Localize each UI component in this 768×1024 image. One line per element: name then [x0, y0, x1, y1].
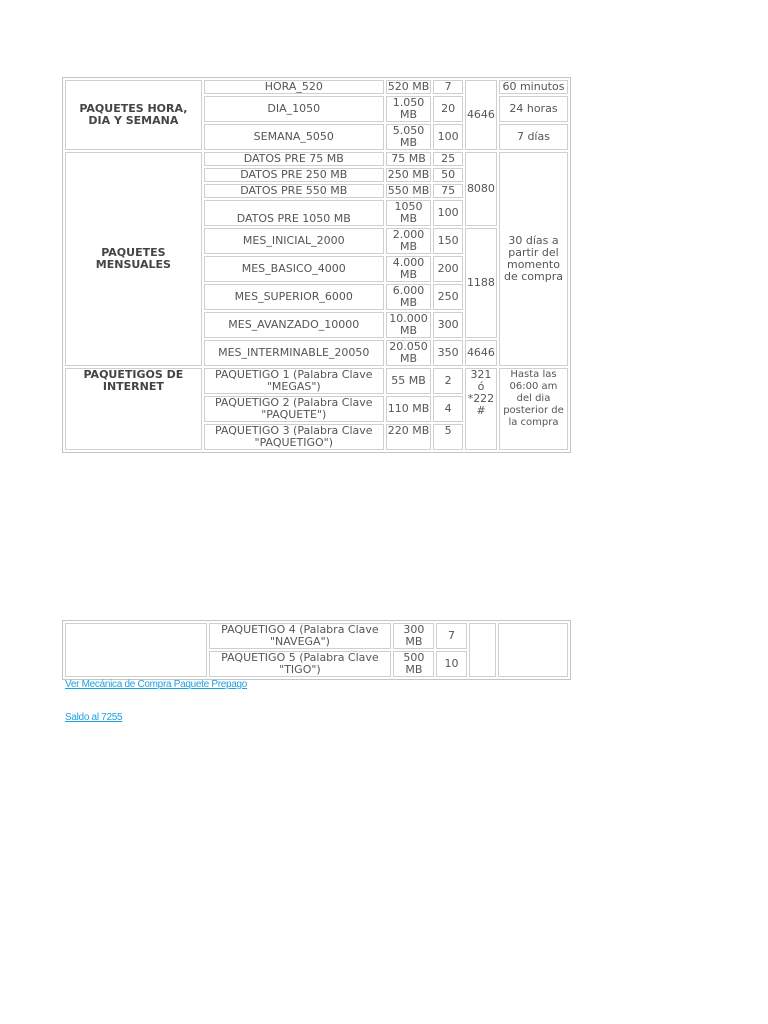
package-price: 350 — [433, 340, 463, 366]
short-code: 4646 — [465, 80, 497, 150]
packages-table — [62, 77, 571, 453]
table-row — [65, 80, 568, 94]
table-row — [65, 368, 568, 394]
package-price: 50 — [433, 168, 463, 182]
package-name: MES_INTERMINABLE_20050 — [204, 340, 384, 366]
package-name: PAQUETIGO 2 (Palabra Clave "PAQUETE") — [204, 396, 384, 422]
empty-validity-cell — [498, 623, 568, 677]
package-name: PAQUETIGO 3 (Palabra Clave "PAQUETIGO") — [204, 424, 384, 450]
category-mensuales: PAQUETES MENSUALES — [65, 152, 202, 366]
package-validity: 30 días a partir del momento de compra — [499, 152, 568, 366]
category-paquetigos: PAQUETIGOS DE INTERNET — [65, 368, 202, 450]
packages-table-continued — [62, 620, 571, 680]
short-code: 4646 — [465, 340, 497, 366]
package-data: 220 MB — [386, 424, 432, 450]
package-name: MES_AVANZADO_10000 — [204, 312, 384, 338]
package-data: 2.000 MB — [386, 228, 432, 254]
package-data: 5.050 MB — [386, 124, 432, 150]
package-data: 20.050 MB — [386, 340, 432, 366]
package-name: DIA_1050 — [204, 96, 384, 122]
short-code: 1188 — [465, 228, 497, 338]
package-price: 250 — [433, 284, 463, 310]
package-data: 300 MB — [393, 623, 434, 649]
package-price: 100 — [433, 200, 463, 226]
package-price: 7 — [433, 80, 463, 94]
package-name: HORA_520 — [204, 80, 384, 94]
table-row — [65, 152, 568, 166]
package-name: MES_SUPERIOR_6000 — [204, 284, 384, 310]
mecanica-compra-link[interactable]: Ver Mecánica de Compra Paquete Prepago — [65, 679, 248, 690]
package-data: 1.050 MB — [386, 96, 432, 122]
package-price: 150 — [433, 228, 463, 254]
package-price: 300 — [433, 312, 463, 338]
package-name: MES_BASICO_4000 — [204, 256, 384, 282]
package-price: 7 — [436, 623, 466, 649]
package-data: 6.000 MB — [386, 284, 432, 310]
package-name: PAQUETIGO 5 (Palabra Clave "TIGO") — [209, 651, 392, 677]
package-price: 10 — [436, 651, 466, 677]
package-data: 75 MB — [386, 152, 432, 166]
package-name: PAQUETIGO 4 (Palabra Clave "NAVEGA") — [209, 623, 392, 649]
package-name: MES_INICIAL_2000 — [204, 228, 384, 254]
package-data: 10.000 MB — [386, 312, 432, 338]
package-data: 4.000 MB — [386, 256, 432, 282]
package-data: 110 MB — [386, 396, 432, 422]
package-name: DATOS PRE 1050 MB — [204, 200, 384, 226]
package-price: 4 — [433, 396, 463, 422]
package-price: 100 — [433, 124, 463, 150]
package-validity: 24 horas — [499, 96, 568, 122]
empty-category-cell — [65, 623, 207, 677]
package-validity: Hasta las 06:00 am del dia posterior de la compra — [499, 368, 568, 450]
package-price: 25 — [433, 152, 463, 166]
package-name: PAQUETIGO 1 (Palabra Clave "MEGAS") — [204, 368, 384, 394]
short-code: 8080 — [465, 152, 497, 226]
package-data: 500 MB — [393, 651, 434, 677]
package-data: 550 MB — [387, 184, 430, 197]
package-price: 2 — [433, 368, 463, 394]
package-data: 520 MB — [387, 80, 430, 93]
package-name: DATOS PRE 75 MB — [204, 152, 384, 166]
empty-code-cell — [469, 623, 496, 677]
package-data: 55 MB — [386, 368, 432, 394]
saldo-link[interactable]: Saldo al 7255 — [65, 712, 123, 723]
table-row — [65, 623, 568, 649]
package-data: 250 MB — [387, 168, 430, 181]
category-hora-dia-semana: PAQUETES HORA, DIA Y SEMANA — [65, 80, 202, 150]
package-name: DATOS PRE 250 MB — [204, 168, 384, 182]
package-price: 20 — [433, 96, 463, 122]
package-validity: 7 días — [499, 124, 568, 150]
package-name: SEMANA_5050 — [204, 124, 384, 150]
package-data: 1050 MB — [386, 200, 432, 226]
package-price: 200 — [433, 256, 463, 282]
package-name: DATOS PRE 550 MB — [204, 184, 384, 198]
package-price: 5 — [433, 424, 463, 450]
short-code: 321 ó *222 # — [465, 368, 497, 450]
package-price: 75 — [433, 184, 463, 198]
package-validity: 60 minutos — [499, 80, 568, 94]
